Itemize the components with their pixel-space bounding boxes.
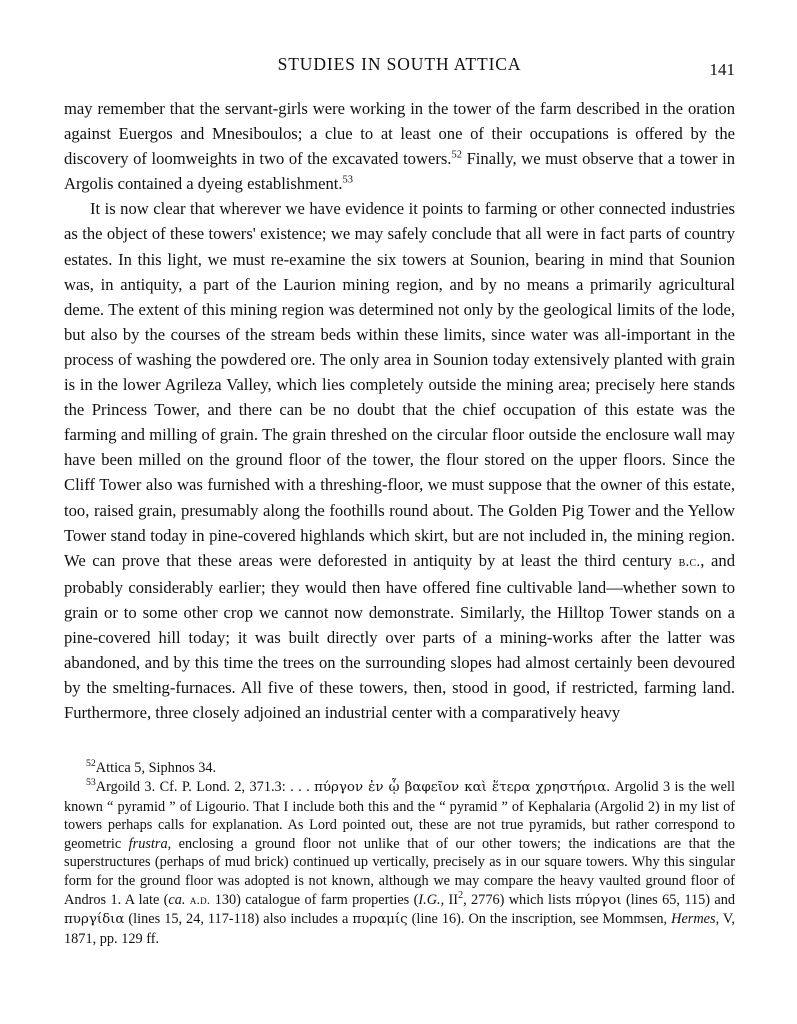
paragraph-2-bc: b.c.: [678, 553, 701, 570]
footnote-53: [64, 778, 735, 948]
footnote-53-text-1: Argoild 3. Cf. P. Lond. 2, 371.3: . . .: [95, 778, 315, 795]
footnote-53-text-9: (line 16). On the inscription, see Mommsen,: [407, 911, 672, 928]
body-text: [64, 96, 735, 725]
paragraph-2-text-b: , and probably considerably earlier; they would then have offered fine cultivable land—whether sown to grain or to some other crop we cannot now demonstrate. Similarly, the Hilltop Tower stands on a pine-covered hill today; it was built directly over parts of a mining-works after the latter was abandoned, and by this time the trees on the surrounding slopes had almost certainly been devoured by the smelting-furnaces. All five of these towers, then, stood in good, if restricted, farming land. Furthermore, three closely adjoined an industrial center with a comparatively heavy: [64, 550, 735, 723]
running-head: [64, 54, 735, 80]
footnote-53-greek-2: πύργοι: [575, 892, 622, 908]
paragraph-2: [64, 196, 735, 725]
footnote-53-italic-3: I.G.: [418, 891, 441, 908]
footnote-52: [64, 759, 735, 778]
paragraph-1-text-b: Finally, we must observe that a tower in Argolis contained a dyeing establishment.: [64, 149, 735, 194]
footnote-53-greek-4: πυραμίς: [352, 912, 408, 928]
footnote-53-text-3: , enclosing a ground floor not unlike that of our other towers; the indications are that the superstructures (perhaps of mud brick) continued up vertically, precisely as in our square towers. Why this singular form for the ground floor was adopted is not known, although we may compare the heavy vaulted ground floor of Andros 1. A late (: [64, 835, 736, 908]
page-number: 141: [709, 60, 735, 79]
footnote-52-marker: 52: [86, 758, 96, 770]
footnotes: [64, 751, 735, 948]
footnote-53-italic-1: frustra: [128, 835, 168, 852]
footnote-ref-52[interactable]: 52: [451, 149, 462, 161]
footnote-53-smallcaps-1: a.d.: [189, 892, 211, 907]
footnote-53-text-6: , 2776) which lists: [463, 891, 576, 908]
footnote-ref-53[interactable]: 53: [342, 174, 354, 186]
footnote-53-text-8: (lines 15, 24, 117-118) also includes a: [124, 911, 353, 928]
footnote-53-text-5: , II: [440, 891, 459, 908]
footnote-53-text-2: . Argolid 3 is the well known “ pyramid ” of Ligourio. That I include both this and the “ pyramid ” of Kephalaria (Argolid 2) in my list of towers perhaps calls for explanation. As Lord pointed out, these are not true pyramids, but rather correspond to geometric: [64, 778, 735, 852]
paragraph-2-text-a: It is now clear that wherever we have evidence it points to farming or other connected industries as the object of these towers' existence; we may safely conclude that all were in fact parts of country estates. In this light, we must re-examine the six towers at Sounion, bearing in mind that Sounion was, in antiquity, a part of the Laurion mining region, and by no means a primarily agricultural deme. The extent of this mining region was determined not only by the geological limits of the lode, but also by the courses of the stream beds within these limits, since water was all-important in the process of washing the powdered ore. The only area in Sounion today extensively planted with grain is in the lower Agrileza Valley, which lies completely outside the mining area; precisely here stands the Princess Tower, and there can be no doubt that the chief occupation of this estate was the farming and milling of grain. The grain threshed on the circular floor outside the enclosure wall may have been milled on the ground floor of the tower, the flour stored on the upper floors. Since the Cliff Tower also was furnished with a threshing-floor, we must suppose that the owner of this estate, too, raised grain, presumably along the foothills round about. The Golden Pig Tower and the Yellow Tower stand today in pine-covered highlands which skirt, but are not included in, the mining region. We can prove that these areas were deforested in antiquity by at least the third century: [64, 199, 735, 570]
page-title: STUDIES IN SOUTH ATTICA: [277, 54, 522, 74]
footnote-53-superscript-1: 2: [458, 889, 464, 901]
paragraph-1-text-a: may remember that the servant-girls were working in the tower of the farm described in the oration against Euergos and Mnesiboulos; a clue to at least one of their occupations is offered by the discovery of loomweights in two of the excavated towers.: [64, 99, 735, 169]
footnote-53-greek-1: πύργον ἐν ᾧ βαφεῖον καὶ ἕτερα χρηστήρια: [314, 779, 607, 795]
footnote-53-text-4: 130) catalogue of farm properties (: [210, 891, 419, 908]
footnote-53-greek-3: πυργίδια: [64, 912, 125, 928]
footnote-53-text-7: (lines 65, 115) and: [621, 891, 736, 908]
footnote-52-text: Attica 5, Siphnos 34.: [95, 760, 217, 777]
footnote-53-marker: 53: [86, 777, 96, 789]
footnote-53-text-10: , V, 1871, pp. 129 ff.: [64, 911, 735, 947]
footnote-53-italic-4: Hermes: [671, 911, 716, 928]
paragraph-1: [64, 96, 735, 196]
footnote-53-italic-2: ca.: [168, 891, 186, 908]
